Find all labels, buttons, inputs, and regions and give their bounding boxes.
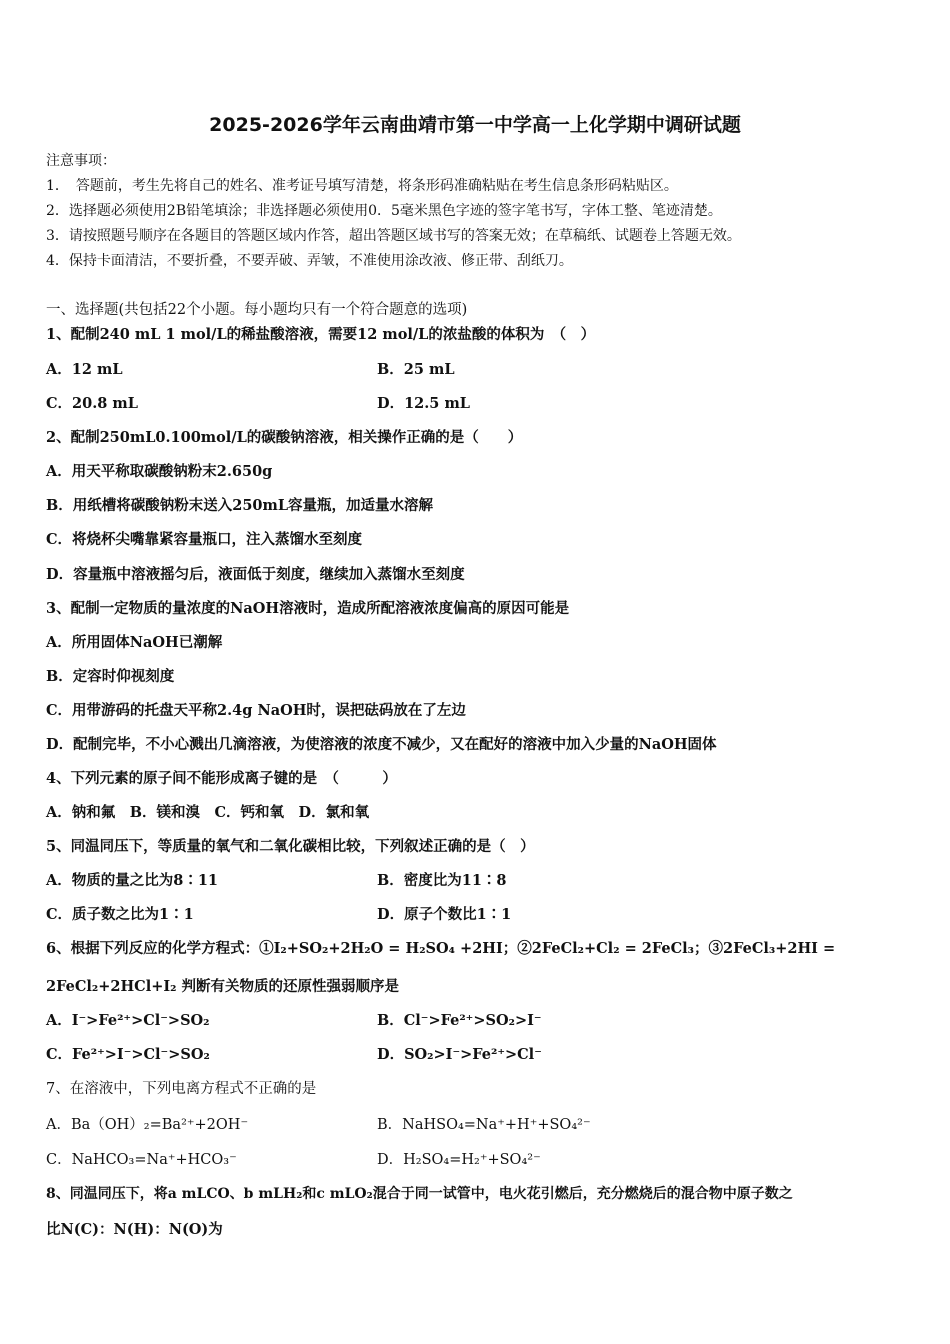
question-6-option-b: B．Cl⁻>Fe²⁺>SO₂>I⁻	[377, 1012, 542, 1029]
question-3-option-d: D．配制完毕，不小心溅出几滴溶液，为使溶液的浓度不减少，又在配好的溶液中加入少量的NaOH固体	[46, 736, 717, 753]
question-6-reaction-2: ②2FeCl₂+Cl₂ = 2FeCl₃；	[517, 940, 709, 957]
question-4-stem: 4、下列元素的原子间不能形成离子键的是 （ ）	[46, 770, 397, 787]
question-3-option-b: B．定容时仰视刻度	[46, 668, 175, 685]
question-5-option-d: D．原子个数比1∶1	[377, 906, 512, 923]
question-7-option-a: A．Ba（OH）₂=Ba²⁺+2OH⁻	[46, 1117, 249, 1133]
question-3-option-c: C．用带游码的托盘天平称2.4g NaOH时，误把砝码放在了左边	[46, 702, 466, 719]
question-3-option-a: A．所用固体NaOH已潮解	[46, 634, 223, 651]
question-5-option-b: B．密度比为11∶8	[377, 872, 507, 889]
note-item: 1． 答题前，考生先将自己的姓名、准考证号填写清楚，将条形码准确粘贴在考生信息条形码粘贴区。	[46, 178, 678, 194]
note-item: 4．保持卡面清洁，不要折叠，不要弄破、弄皱，不准使用涂改液、修正带、刮纸刀。	[46, 253, 573, 269]
note-item: 2．选择题必须使用2B铅笔填涂；非选择题必须使用0．5毫米黑色字迹的签字笔书写，字体工整、笔迹清楚。	[46, 203, 722, 219]
question-1-stem: 1、配制240 mL 1 mol/L的稀盐酸溶液，需要12 mol/L的浓盐酸的体积为 （ ）	[46, 326, 596, 343]
page-title: 2025-2026学年云南曲靖市第一中学高一上化学期中调研试题	[209, 114, 741, 136]
question-1-option-a: A．12 mL	[46, 361, 123, 378]
question-4-options: A．钠和氟 B．镁和溴 C．钙和氧 D．氯和氧	[46, 804, 370, 821]
question-6-reaction-3: ③2FeCl₃+2HI =	[708, 940, 836, 957]
question-6-reaction-1: ①I₂+SO₂+2H₂O = H₂SO₄ +2HI；	[259, 940, 518, 957]
question-8-stem: 8、同温同压下，将a mLCO、b mLH₂和c mLO₂混合于同一试管中，电火花引燃后，充分燃烧后的混合物中原子数之	[46, 1186, 793, 1202]
question-2-option-d: D．容量瓶中溶液摇匀后，液面低于刻度，继续加入蒸馏水至刻度	[46, 566, 465, 583]
question-2-option-a: A．用天平称取碳酸钠粉末2.650g	[46, 463, 273, 480]
section-heading: 一、选择题(共包括22个小题。每小题均只有一个符合题意的选项)	[46, 302, 468, 318]
question-2-option-c: C．将烧杯尖嘴靠紧容量瓶口，注入蒸馏水至刻度	[46, 531, 363, 548]
question-6-stem-line2: 2FeCl₂+2HCl+I₂ 判断有关物质的还原性强弱顺序是	[46, 978, 400, 995]
question-2-option-b: B．用纸槽将碳酸钠粉末送入250mL容量瓶，加适量水溶解	[46, 497, 434, 514]
question-6-option-a: A．I⁻>Fe²⁺>Cl⁻>SO₂	[46, 1012, 210, 1029]
note-item: 3．请按照题号顺序在各题目的答题区域内作答，超出答题区域书写的答案无效；在草稿纸、试题卷上答题无效。	[46, 228, 741, 244]
question-8-stem-line2: 比N(C)：N(H)：N(O)为	[46, 1221, 223, 1238]
question-5-option-a: A．物质的量之比为8∶11	[46, 872, 219, 889]
question-7-option-b: B．NaHSO₄=Na⁺+H⁺+SO₄²⁻	[377, 1117, 591, 1133]
question-6-stem	[46, 939, 835, 959]
question-3-stem: 3、配制一定物质的量浓度的NaOH溶液时，造成所配溶液浓度偏高的原因可能是	[46, 600, 570, 617]
question-6-option-d: D．SO₂>I⁻>Fe²⁺>Cl⁻	[377, 1046, 542, 1063]
question-6-option-c: C．Fe²⁺>I⁻>Cl⁻>SO₂	[46, 1046, 210, 1063]
question-6-prefix: 6、根据下列反应的化学方程式：	[46, 940, 260, 957]
question-7-option-c: C．NaHCO₃=Na⁺+HCO₃⁻	[46, 1152, 237, 1168]
question-5-stem: 5、同温同压下，等质量的氧气和二氧化碳相比较，下列叙述正确的是（ ）	[46, 838, 535, 855]
question-1-option-c: C．20.8 mL	[46, 395, 138, 412]
question-1-option-b: B．25 mL	[377, 361, 455, 378]
question-7-stem: 7、在溶液中，下列电离方程式不正确的是	[46, 1081, 317, 1097]
question-2-stem: 2、配制250mL0.100mol/L的碳酸钠溶液，相关操作正确的是（ ）	[46, 429, 523, 446]
question-5-option-c: C．质子数之比为1∶1	[46, 906, 194, 923]
notes-heading: 注意事项：	[46, 153, 116, 169]
question-7-option-d: D．H₂SO₄=H₂⁺+SO₄²⁻	[377, 1152, 541, 1168]
question-1-option-d: D．12.5 mL	[377, 395, 470, 412]
